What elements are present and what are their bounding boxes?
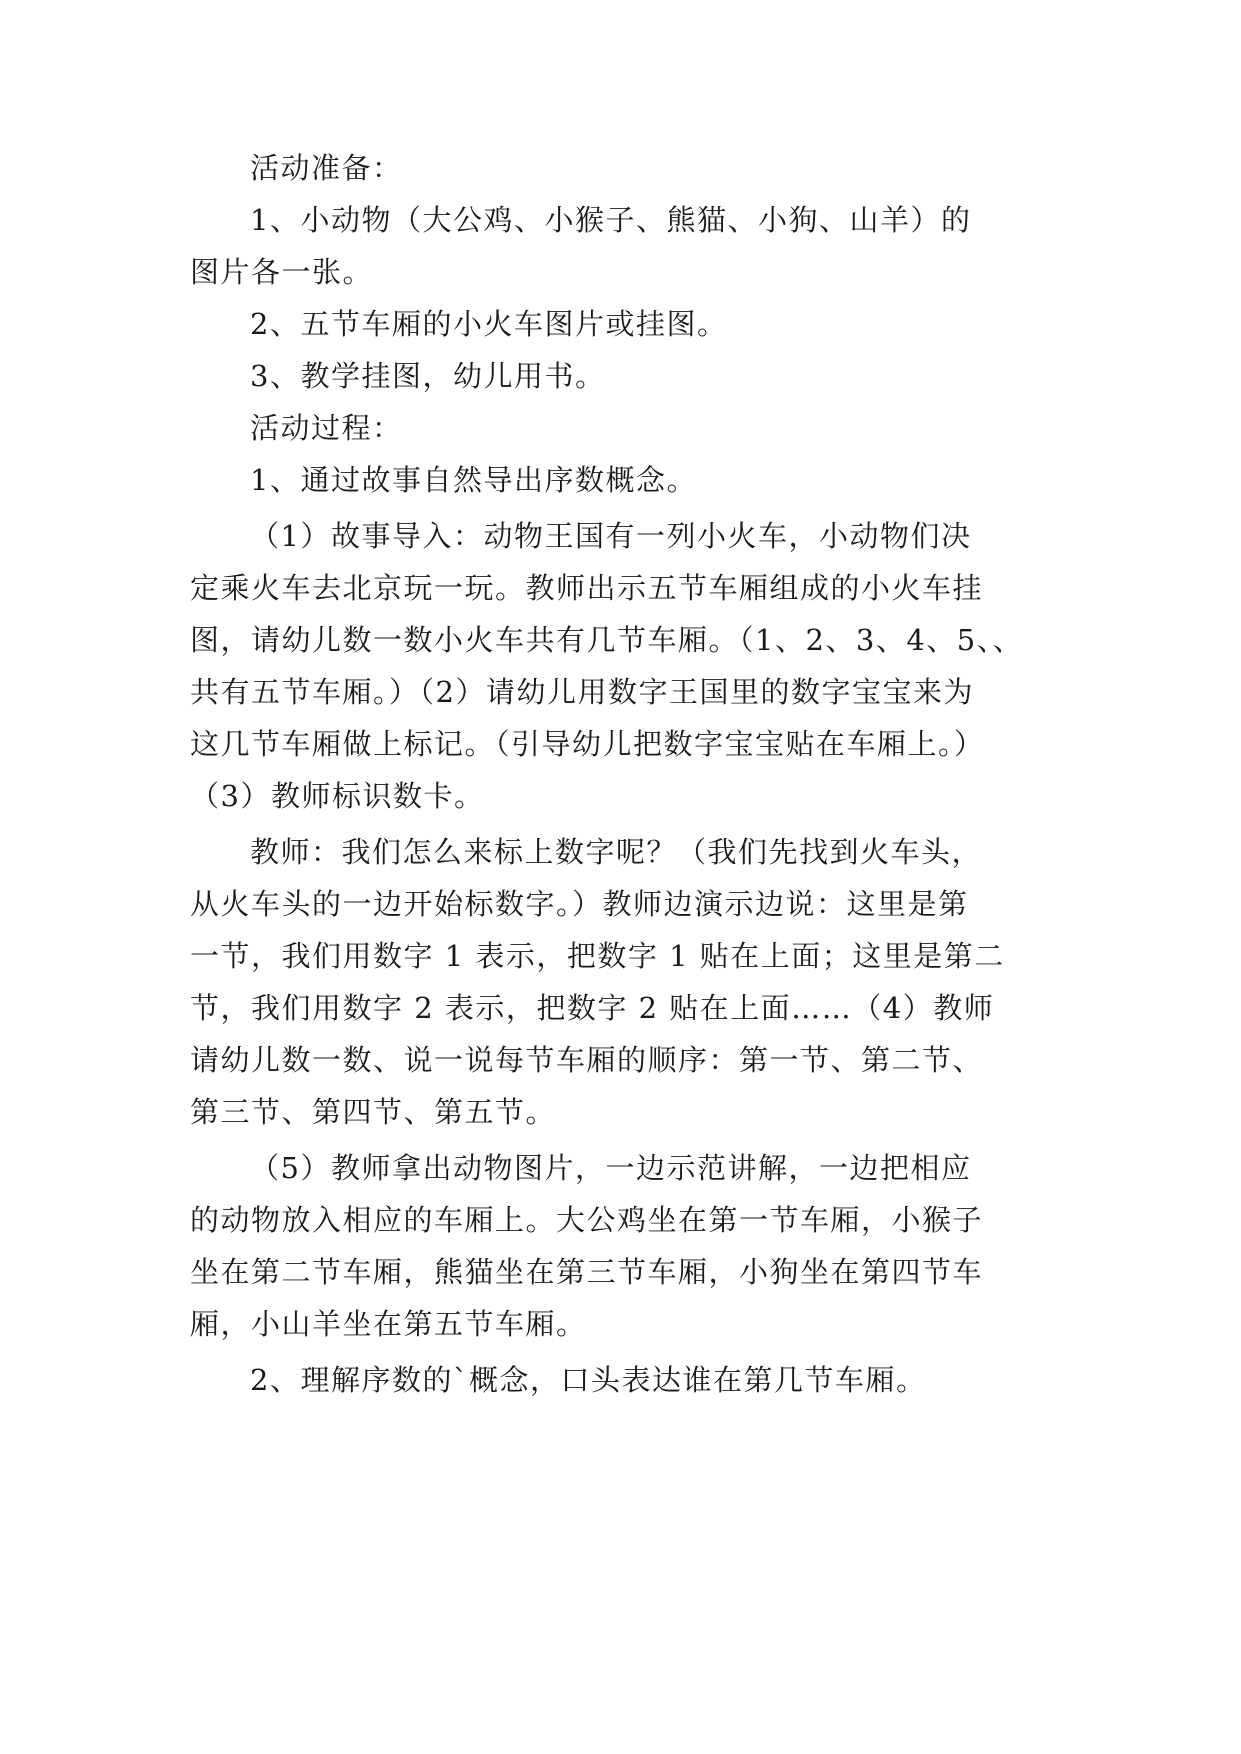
paragraph-line: 请幼儿数一数、说一说每节车厢的顺序：第一节、第二节、 (190, 1043, 984, 1077)
paragraph-line: 的动物放入相应的车厢上。大公鸡坐在第一节车厢，小猴子 (190, 1203, 984, 1237)
paragraph-line: （5）教师拿出动物图片，一边示范讲解，一边把相应 (250, 1151, 972, 1185)
paragraph-line: 图片各一张。 (190, 255, 374, 289)
paragraph-line: 1、通过故事自然导出序数概念。 (250, 463, 697, 497)
paragraph-line: 3、教学挂图，幼儿用书。 (250, 359, 606, 393)
paragraph-line: 坐在第二节车厢，熊猫坐在第三节车厢，小狗坐在第四节车 (190, 1255, 984, 1289)
paragraph-line: 2、五节车厢的小火车图片或挂图。 (250, 307, 728, 341)
paragraph-line: 第三节、第四节、第五节。 (190, 1095, 557, 1129)
paragraph-line: 教师：我们怎么来标上数字呢？（我们先找到火车头， (250, 835, 983, 869)
paragraph-line: 图，请幼儿数一数小火车共有几节车厢。（1、2、3、4、5、、 (190, 623, 1024, 657)
paragraph-line: 定乘火车去北京玩一玩。教师出示五节车厢组成的小火车挂 (190, 571, 984, 605)
heading-activity-preparation: 活动准备： (250, 151, 403, 185)
paragraph-line: 1、小动物（大公鸡、小猴子、熊猫、小狗、山羊）的 (250, 203, 972, 237)
paragraph-line: 一节，我们用数字 1 表示，把数字 1 贴在上面；这里是第二 (190, 939, 1005, 973)
paragraph-line: （1）故事导入：动物王国有一列小火车，小动物们决 (250, 519, 972, 553)
paragraph-line: （3）教师标识数卡。 (190, 779, 485, 813)
paragraph-line: 2、理解序数的`概念，口头表达谁在第几节车厢。 (250, 1363, 927, 1397)
paragraph-line: 从火车头的一边开始标数字。）教师边演示边说：这里是第 (190, 887, 969, 921)
heading-activity-process: 活动过程： (250, 411, 403, 445)
paragraph-line: 节，我们用数字 2 表示，把数字 2 贴在上面……（4）教师 (190, 991, 995, 1025)
paragraph-line: 这几节车厢做上标记。（引导幼儿把数字宝宝贴在车厢上。） (190, 727, 985, 761)
paragraph-line: 共有五节车厢。）（2）请幼儿用数字王国里的数字宝宝来为 (190, 675, 974, 709)
paragraph-line: 厢，小山羊坐在第五节车厢。 (190, 1307, 587, 1341)
